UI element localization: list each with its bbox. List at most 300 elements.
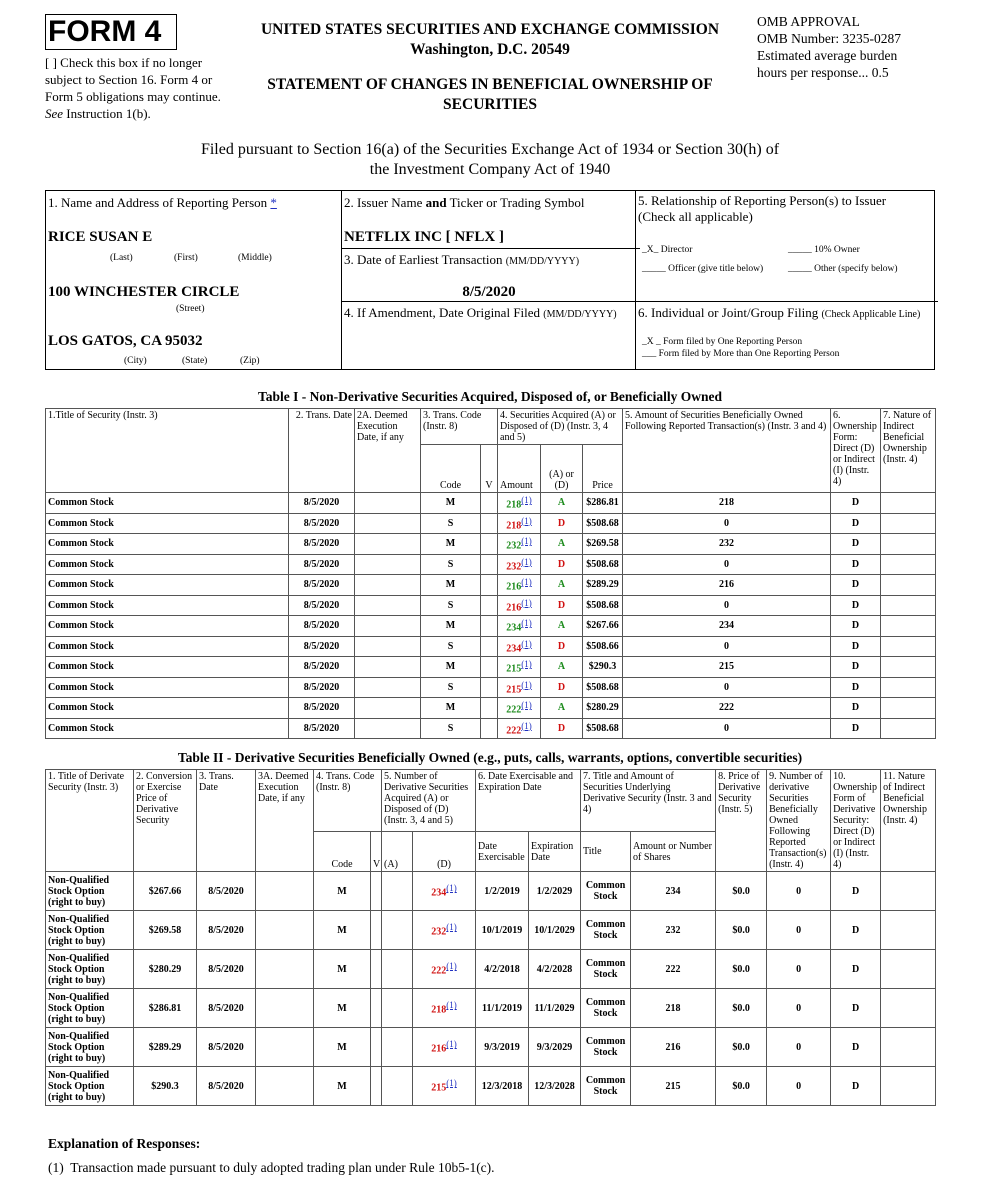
footnote-1: (1) Transaction made pursuant to duly adopted trading plan under Rule 10b5-1(c).	[48, 1160, 495, 1175]
disposed-value: 218	[431, 1004, 447, 1016]
v-cell	[371, 911, 382, 950]
omb-approval: OMB APPROVAL OMB Number: 3235-0287 Estimated average burden hours per response... 0.5	[757, 14, 901, 80]
amount-value: 222	[506, 724, 522, 736]
price-cell: $508.68	[583, 554, 623, 575]
derivative-price-cell: $0.0	[716, 872, 767, 911]
amount-value: 222	[506, 704, 522, 716]
amount-value: 218	[506, 519, 522, 531]
amount-owned-cell: 0	[623, 677, 831, 698]
ownership-form-cell: D	[831, 657, 881, 678]
deemed-date-cell	[355, 677, 421, 698]
trans-date-cell: 8/5/2020	[197, 1067, 256, 1106]
table-row	[46, 554, 936, 575]
derivative-price-cell: $0.0	[716, 1028, 767, 1067]
table-row	[46, 872, 936, 911]
nature-cell	[881, 554, 936, 575]
ownership-form-cell: D	[831, 595, 881, 616]
underlying-title-cell: Common Stock	[581, 872, 631, 911]
table-row	[46, 595, 936, 616]
deemed-date-cell	[355, 554, 421, 575]
nature-cell	[881, 657, 936, 678]
a-or-d-cell: D	[541, 554, 583, 575]
deemed-date-cell	[256, 950, 314, 989]
security-title-cell: Non-Qualified Stock Option (right to buy)	[46, 1028, 134, 1067]
amount-value: 216	[506, 601, 522, 613]
amount-cell	[498, 493, 541, 514]
v-cell	[371, 989, 382, 1028]
expiration-date-cell: 1/2/2029	[529, 872, 581, 911]
amount-owned-cell: 232	[623, 534, 831, 555]
footnote-link[interactable]: (1)	[521, 515, 532, 526]
conversion-price-cell: $269.58	[134, 911, 197, 950]
ownership-form-cell: D	[831, 575, 881, 596]
underlying-title-cell: Common Stock	[581, 989, 631, 1028]
security-title-cell: Common Stock	[46, 554, 289, 575]
conversion-price-cell: $280.29	[134, 950, 197, 989]
filed-pursuant: Filed pursuant to Section 16(a) of the Securities Exchange Act of 1934 or Section 30(h) of the Investment Company Act of 1940	[200, 141, 780, 178]
nature-cell	[881, 911, 936, 950]
price-cell: $280.29	[583, 698, 623, 719]
amount-value: 232	[506, 560, 522, 572]
ownership-form-cell: D	[831, 513, 881, 534]
footnote-link[interactable]: (1)	[446, 1000, 457, 1011]
table2-title	[45, 750, 935, 766]
price-cell: $267.66	[583, 616, 623, 637]
security-title-cell: Non-Qualified Stock Option (right to buy)	[46, 872, 134, 911]
ten-percent-owner-checkbox[interactable]: _____ 10% Owner	[788, 245, 860, 255]
amount-cell	[498, 616, 541, 637]
amount-cell	[498, 534, 541, 555]
table-row	[46, 1028, 936, 1067]
deemed-date-cell	[256, 1067, 314, 1106]
v-cell	[481, 493, 498, 514]
security-title-cell: Common Stock	[46, 513, 289, 534]
disposed-value: 234	[431, 887, 447, 899]
price-cell: $289.29	[583, 575, 623, 596]
deemed-date-cell	[355, 513, 421, 534]
conversion-price-cell: $289.29	[134, 1028, 197, 1067]
person-name: RICE SUSAN E	[48, 229, 153, 245]
footnote-link[interactable]: (1)	[521, 659, 532, 670]
trans-code-cell: M	[314, 911, 371, 950]
table-row	[46, 575, 936, 596]
person-street: 100 WINCHESTER CIRCLE	[48, 284, 240, 300]
trans-code-cell: M	[421, 575, 481, 596]
statement-title: STATEMENT OF CHANGES IN BENEFICIAL OWNERSHIP OF SECURITIES	[267, 76, 713, 113]
trans-date-cell: 8/5/2020	[289, 534, 355, 555]
trans-code-cell: M	[421, 534, 481, 555]
deemed-date-cell	[256, 911, 314, 950]
expiration-date-cell: 11/1/2029	[529, 989, 581, 1028]
v-cell	[481, 575, 498, 596]
trans-date-cell: 8/5/2020	[289, 657, 355, 678]
amount-owned-cell: 0	[623, 595, 831, 616]
v-cell	[481, 657, 498, 678]
amount-cell	[498, 636, 541, 657]
number-owned-cell: 0	[767, 950, 831, 989]
amount-cell	[498, 677, 541, 698]
v-cell	[481, 636, 498, 657]
amount-value: 215	[506, 663, 522, 675]
amount-owned-cell: 234	[623, 616, 831, 637]
disposed-cell	[413, 1067, 476, 1106]
table-row	[46, 950, 936, 989]
amount-value: 232	[506, 540, 522, 552]
v-cell	[481, 677, 498, 698]
nature-cell	[881, 718, 936, 739]
trans-date-cell: 8/5/2020	[197, 872, 256, 911]
security-title-cell: Common Stock	[46, 677, 289, 698]
nature-cell	[881, 950, 936, 989]
a-or-d-cell: D	[541, 595, 583, 616]
ownership-form-cell: D	[831, 534, 881, 555]
amount-cell	[498, 718, 541, 739]
ownership-form-cell: D	[831, 989, 881, 1028]
conversion-price-cell: $286.81	[134, 989, 197, 1028]
price-cell: $508.68	[583, 595, 623, 616]
deemed-date-cell	[256, 872, 314, 911]
amount-value: 215	[506, 683, 522, 695]
amount-owned-cell: 0	[623, 513, 831, 534]
amount-owned-cell: 0	[623, 554, 831, 575]
trans-code-cell: M	[314, 989, 371, 1028]
security-title-cell: Non-Qualified Stock Option (right to buy)	[46, 989, 134, 1028]
underlying-amount-cell: 222	[631, 950, 716, 989]
nature-cell	[881, 872, 936, 911]
a-or-d-cell: A	[541, 575, 583, 596]
table2-title-text: Table II - Derivative Securities Beneficially Owned (e.g., puts, calls, warrants, options, convertible securities)	[177, 750, 803, 765]
footnote-link[interactable]: (1)	[521, 638, 532, 649]
security-title-cell: Common Stock	[46, 698, 289, 719]
ownership-form-cell: D	[831, 911, 881, 950]
trans-date-cell: 8/5/2020	[197, 950, 256, 989]
ownership-form-cell: D	[831, 1067, 881, 1106]
disposed-value: 222	[431, 965, 447, 977]
non-derivative-table: 1.Title of Security (Instr. 3) 2. Trans. Date 2A. Deemed Execution Date, if any 3. Trans. Code (Instr. 8) 4. Securities Acquired (A) or Disposed of (D) (Instr. 3, 4 and 5) 5. Amount of Securities Beneficially Owned Following Reported Transaction(s) (Instr. 3 and 4) 6. Ownership Form: Direct (D) or Indirect (I) (Instr. 4) 7. Nature of Indirect Beneficial Ownership (Instr. 4) Code V Amount (A) or (D) Price Common Stock 8/5/2020 M 218(1) A $286.81 218 D Common Stock 8/5/2020 S 218(1) D $508.68 0 D Common Stock 8/5/2020 M 232(1) A $269.58 232 D Common Stock 8/5/2020 S 232(1) D $508.68 0 D Common Stock 8/5/2020 M 216(1) A $289.29 216 D Common Stock 8/5/2020 S 216(1) D $508.68 0 D Common Stock 8/5/2020 M 234(1) A $267.66 234 D Common Stock 8/5/2020 S 234(1) D $508.66 0 D Common Stock 8/5/2020 M 215(1) A $290.3 215 D Common Stock 8/5/2020 S 215(1) D $508.68 0 D Common Stock 8/5/2020 M 222(1) A $280.29 222 D Common Stock 8/5/2020 S 222(1) D $508.68 0 D	[45, 408, 936, 739]
table-row	[46, 911, 936, 950]
footnote-link[interactable]: (1)	[521, 556, 532, 567]
footnote-link[interactable]: (1)	[521, 597, 532, 608]
trans-date-cell: 8/5/2020	[289, 677, 355, 698]
security-title-cell: Common Stock	[46, 493, 289, 514]
price-cell: $286.81	[583, 493, 623, 514]
security-title-cell: Common Stock	[46, 534, 289, 555]
derivative-table: 1. Title of Derivate Security (Instr. 3) 2. Conversion or Exercise Price of Derivative Security 3. Trans. Date 3A. Deemed Execution Date, if any 4. Trans. Code (Instr. 8) 5. Number of Derivative Securities Acquired (A) or Disposed of (D) (Instr. 3, 4 and 5) 6. Date Exercisable and Expiration Date 7. Title and Amount of Securities Underlying Derivative Security (Instr. 3 and 4) 8. Price of Derivative Security (Instr. 5) 9. Number of derivative Securities Beneficially Owned Following Reported Transaction(s) (Instr. 4) 10. Ownership Form of Derivative Security: Direct (D) or Indirect (I) (Instr. 4) 11. Nature of Indirect Beneficial Ownership (Instr. 4) Code V (A) (D) Date Exercisable Expiration Date Title Amount or Number of Shares Non-Qualified Stock Option (right to buy) $267.66 8/5/2020 M 234(1) 1/2/2019 1/2/2029 Common Stock 234 $0.0 0 D Non-Qualified Stock Option (right to buy) $269.58 8/5/2020 M 232(1) 10/1/2019 10/1/2029 Common Stock 232 $0.0 0 D Non-Qualified Stock Option (right to buy) $280.29 8/5/2020 M 222(1) 4/2/2018 4/2/2028 Common Stock 222 $0.0 0 D Non-Qualified Stock Option (right to buy) $286.81 8/5/2020 M 218(1) 11/1/2019 11/1/2029 Common Stock 218 $0.0 0 D Non-Qualified Stock Option (right to buy) $289.29 8/5/2020 M 216(1) 9/3/2019 9/3/2029 Common Stock 216 $0.0 0 D Non-Qualified Stock Option (right to buy) $290.3 8/5/2020 M 215(1) 12/3/2018 12/3/2028 Common Stock 215 $0.0 0 D	[45, 769, 936, 1106]
acquired-cell	[382, 1028, 413, 1067]
trans-code-cell: S	[421, 595, 481, 616]
price-cell: $508.68	[583, 513, 623, 534]
agency-title: UNITED STATES SECURITIES AND EXCHANGE COMMISSION Washington, D.C. 20549	[260, 21, 720, 58]
v-cell	[481, 698, 498, 719]
v-cell	[481, 554, 498, 575]
disposed-cell	[413, 872, 476, 911]
footnote-link[interactable]: (1)	[446, 1078, 457, 1089]
security-title-cell: Non-Qualified Stock Option (right to buy)	[46, 950, 134, 989]
footnote-link[interactable]: (1)	[521, 700, 532, 711]
price-cell: $508.68	[583, 677, 623, 698]
nature-cell	[881, 1067, 936, 1106]
nature-cell	[881, 534, 936, 555]
nature-cell	[881, 575, 936, 596]
nature-cell	[881, 513, 936, 534]
deemed-date-cell	[355, 575, 421, 596]
v-cell	[481, 616, 498, 637]
disposed-value: 216	[431, 1043, 447, 1055]
security-title-cell: Common Stock	[46, 575, 289, 596]
trans-code-cell: M	[421, 657, 481, 678]
disposed-value: 215	[431, 1082, 447, 1094]
a-or-d-cell: A	[541, 493, 583, 514]
nature-cell	[881, 595, 936, 616]
trans-date-cell: 8/5/2020	[197, 989, 256, 1028]
price-cell: $508.68	[583, 718, 623, 739]
table-row	[46, 636, 936, 657]
expiration-date-cell: 10/1/2029	[529, 911, 581, 950]
nature-cell	[881, 989, 936, 1028]
explanation-title: Explanation of Responses:	[48, 1136, 201, 1151]
underlying-title-cell: Common Stock	[581, 950, 631, 989]
v-cell	[371, 1028, 382, 1067]
date-exercisable-cell: 9/3/2019	[476, 1028, 529, 1067]
acquired-cell	[382, 950, 413, 989]
table-row	[46, 534, 936, 555]
conversion-price-cell: $267.66	[134, 872, 197, 911]
deemed-date-cell	[355, 698, 421, 719]
footnote-link[interactable]: (1)	[446, 883, 457, 894]
a-or-d-cell: A	[541, 616, 583, 637]
ownership-form-cell: D	[831, 872, 881, 911]
one-person-checkbox[interactable]: _X _ Form filed by One Reporting Person	[642, 337, 803, 347]
footnote-link[interactable]: (1)	[521, 577, 532, 588]
deemed-date-cell	[355, 534, 421, 555]
trans-code-cell: S	[421, 554, 481, 575]
nature-cell	[881, 493, 936, 514]
footnote-link[interactable]: (1)	[446, 922, 457, 933]
director-checkbox[interactable]: _X_ Director	[642, 245, 693, 255]
trans-code-cell: S	[421, 677, 481, 698]
footnote-link[interactable]: (1)	[521, 536, 532, 547]
relationship-box: 5. Relationship of Reporting Person(s) to Issuer (Check all applicable) _X_ Director _____ 10% Owner _____ Officer (give title below) _____ Other (specify below) 6. Individual or Joint/Group Filing (Check Applicable Line) _X _ Form filed by One Reporting Person ___ Form filed by More than One Reporting Person	[636, 191, 934, 369]
derivative-price-cell: $0.0	[716, 1067, 767, 1106]
disposed-cell	[413, 1028, 476, 1067]
footnote-link[interactable]: (1)	[446, 961, 457, 972]
number-owned-cell: 0	[767, 911, 831, 950]
v-cell	[371, 950, 382, 989]
trans-code-cell: S	[421, 718, 481, 739]
underlying-title-cell: Common Stock	[581, 1028, 631, 1067]
amount-cell	[498, 575, 541, 596]
trans-code-cell: M	[421, 616, 481, 637]
earliest-transaction-date: 8/5/2020	[462, 284, 516, 300]
ownership-form-cell: D	[831, 677, 881, 698]
amount-value: 218	[506, 499, 522, 511]
trans-date-cell: 8/5/2020	[289, 493, 355, 514]
trans-date-cell: 8/5/2020	[289, 554, 355, 575]
ownership-form-cell: D	[831, 718, 881, 739]
security-title-cell: Common Stock	[46, 718, 289, 739]
underlying-title-cell: Common Stock	[581, 911, 631, 950]
date-exercisable-cell: 12/3/2018	[476, 1067, 529, 1106]
v-cell	[371, 1067, 382, 1106]
person-city: LOS GATOS, CA 95032	[48, 333, 203, 349]
trans-date-cell: 8/5/2020	[289, 595, 355, 616]
disposed-value: 232	[431, 926, 447, 938]
number-owned-cell: 0	[767, 1028, 831, 1067]
trans-date-cell: 8/5/2020	[197, 1028, 256, 1067]
multiple-persons-checkbox[interactable]: ___ Form filed by More than One Reporting Person	[642, 349, 840, 359]
a-or-d-cell: D	[541, 636, 583, 657]
a-or-d-cell: A	[541, 657, 583, 678]
underlying-amount-cell: 215	[631, 1067, 716, 1106]
ownership-form-cell: D	[831, 554, 881, 575]
deemed-date-cell	[355, 636, 421, 657]
security-title-cell: Common Stock	[46, 595, 289, 616]
acquired-cell	[382, 1067, 413, 1106]
deemed-date-cell	[355, 595, 421, 616]
security-title-cell: Non-Qualified Stock Option (right to buy)	[46, 911, 134, 950]
trans-code-cell: M	[314, 1028, 371, 1067]
trans-code-cell: M	[314, 1067, 371, 1106]
ownership-form-cell: D	[831, 636, 881, 657]
trans-date-cell: 8/5/2020	[197, 911, 256, 950]
derivative-price-cell: $0.0	[716, 950, 767, 989]
deemed-date-cell	[256, 1028, 314, 1067]
table-row	[46, 718, 936, 739]
other-checkbox[interactable]: _____ Other (specify below)	[788, 264, 898, 274]
a-or-d-cell: A	[541, 534, 583, 555]
nature-cell	[881, 698, 936, 719]
trans-date-cell: 8/5/2020	[289, 616, 355, 637]
disposed-cell	[413, 989, 476, 1028]
trans-code-cell: S	[421, 636, 481, 657]
section16-note: [ ] Check this box if no longer subject to Section 16. Form 4 or Form 5 obligations may continue. See Instruction 1(b).	[45, 55, 221, 121]
trans-code-cell: M	[314, 872, 371, 911]
footnote-link[interactable]: (1)	[521, 618, 532, 629]
price-cell: $290.3	[583, 657, 623, 678]
deemed-date-cell	[355, 718, 421, 739]
disposed-cell	[413, 950, 476, 989]
officer-checkbox[interactable]: _____ Officer (give title below)	[642, 264, 764, 274]
deemed-date-cell	[256, 989, 314, 1028]
amount-cell	[498, 595, 541, 616]
reporting-person-box: 1. Name and Address of Reporting Person * RICE SUSAN E (Last) (First) (Middle) 100 WINCHESTER CIRCLE (Street) LOS GATOS, CA 95032 (City) (State) (Zip)	[46, 191, 342, 369]
amount-value: 216	[506, 581, 522, 593]
amount-owned-cell: 218	[623, 493, 831, 514]
v-cell	[371, 872, 382, 911]
amount-value: 234	[506, 622, 522, 634]
table-row	[46, 616, 936, 637]
table-row	[46, 989, 936, 1028]
a-or-d-cell: D	[541, 513, 583, 534]
underlying-amount-cell: 232	[631, 911, 716, 950]
v-cell	[481, 595, 498, 616]
amount-owned-cell: 0	[623, 636, 831, 657]
trans-date-cell: 8/5/2020	[289, 575, 355, 596]
footnote-link[interactable]: (1)	[446, 1039, 457, 1050]
trans-code-cell: M	[421, 493, 481, 514]
table-row	[46, 513, 936, 534]
deemed-date-cell	[355, 616, 421, 637]
trans-code-cell: S	[421, 513, 481, 534]
date-exercisable-cell: 1/2/2019	[476, 872, 529, 911]
table1-title: Table I - Non-Derivative Securities Acquired, Disposed of, or Beneficially Owned	[258, 389, 722, 404]
date-exercisable-cell: 10/1/2019	[476, 911, 529, 950]
table-row	[46, 493, 936, 514]
footnote-link[interactable]: (1)	[521, 495, 532, 506]
amount-cell	[498, 513, 541, 534]
issuer-name: NETFLIX INC [ NFLX ]	[344, 229, 505, 245]
conversion-price-cell: $290.3	[134, 1067, 197, 1106]
trans-date-cell: 8/5/2020	[289, 718, 355, 739]
amount-cell	[498, 554, 541, 575]
table-row	[46, 1067, 936, 1106]
amount-owned-cell: 216	[623, 575, 831, 596]
a-or-d-cell: D	[541, 677, 583, 698]
v-cell	[481, 718, 498, 739]
reporting-header	[45, 190, 935, 370]
amount-owned-cell: 215	[623, 657, 831, 678]
expiration-date-cell: 4/2/2028	[529, 950, 581, 989]
ownership-form-cell: D	[831, 493, 881, 514]
table-row	[46, 657, 936, 678]
disposed-cell	[413, 911, 476, 950]
trans-date-cell: 8/5/2020	[289, 636, 355, 657]
trans-date-cell: 8/5/2020	[289, 698, 355, 719]
number-owned-cell: 0	[767, 989, 831, 1028]
nature-cell	[881, 677, 936, 698]
ownership-form-cell: D	[831, 1028, 881, 1067]
ownership-form-cell: D	[831, 950, 881, 989]
nature-cell	[881, 1028, 936, 1067]
price-cell: $508.66	[583, 636, 623, 657]
table-row	[46, 677, 936, 698]
ownership-form-cell: D	[831, 616, 881, 637]
date-exercisable-cell: 4/2/2018	[476, 950, 529, 989]
underlying-title-cell: Common Stock	[581, 1067, 631, 1106]
form-title: FORM 4	[45, 14, 177, 50]
underlying-amount-cell: 216	[631, 1028, 716, 1067]
trans-date-cell: 8/5/2020	[289, 513, 355, 534]
security-title-cell: Common Stock	[46, 636, 289, 657]
amount-value: 234	[506, 642, 522, 654]
amount-owned-cell: 222	[623, 698, 831, 719]
ownership-form-cell: D	[831, 698, 881, 719]
nature-cell	[881, 616, 936, 637]
v-cell	[481, 513, 498, 534]
footnote-link[interactable]: (1)	[521, 679, 532, 690]
acquired-cell	[382, 911, 413, 950]
date-exercisable-cell: 11/1/2019	[476, 989, 529, 1028]
a-or-d-cell: D	[541, 718, 583, 739]
expiration-date-cell: 9/3/2029	[529, 1028, 581, 1067]
v-cell	[481, 534, 498, 555]
amount-cell	[498, 657, 541, 678]
underlying-amount-cell: 234	[631, 872, 716, 911]
deemed-date-cell	[355, 657, 421, 678]
deemed-date-cell	[355, 493, 421, 514]
security-title-cell: Common Stock	[46, 657, 289, 678]
derivative-price-cell: $0.0	[716, 989, 767, 1028]
trans-code-cell: M	[421, 698, 481, 719]
derivative-price-cell: $0.0	[716, 911, 767, 950]
a-or-d-cell: A	[541, 698, 583, 719]
acquired-cell	[382, 872, 413, 911]
number-owned-cell: 0	[767, 1067, 831, 1106]
issuer-box: 2. Issuer Name and Ticker or Trading Symbol NETFLIX INC [ NFLX ] 3. Date of Earliest Transaction (MM/DD/YYYY) 8/5/2020 4. If Amendment, Date Original Filed (MM/DD/YYYY)	[342, 191, 636, 369]
trans-code-cell: M	[314, 950, 371, 989]
footnote-link[interactable]: (1)	[521, 720, 532, 731]
nature-cell	[881, 636, 936, 657]
